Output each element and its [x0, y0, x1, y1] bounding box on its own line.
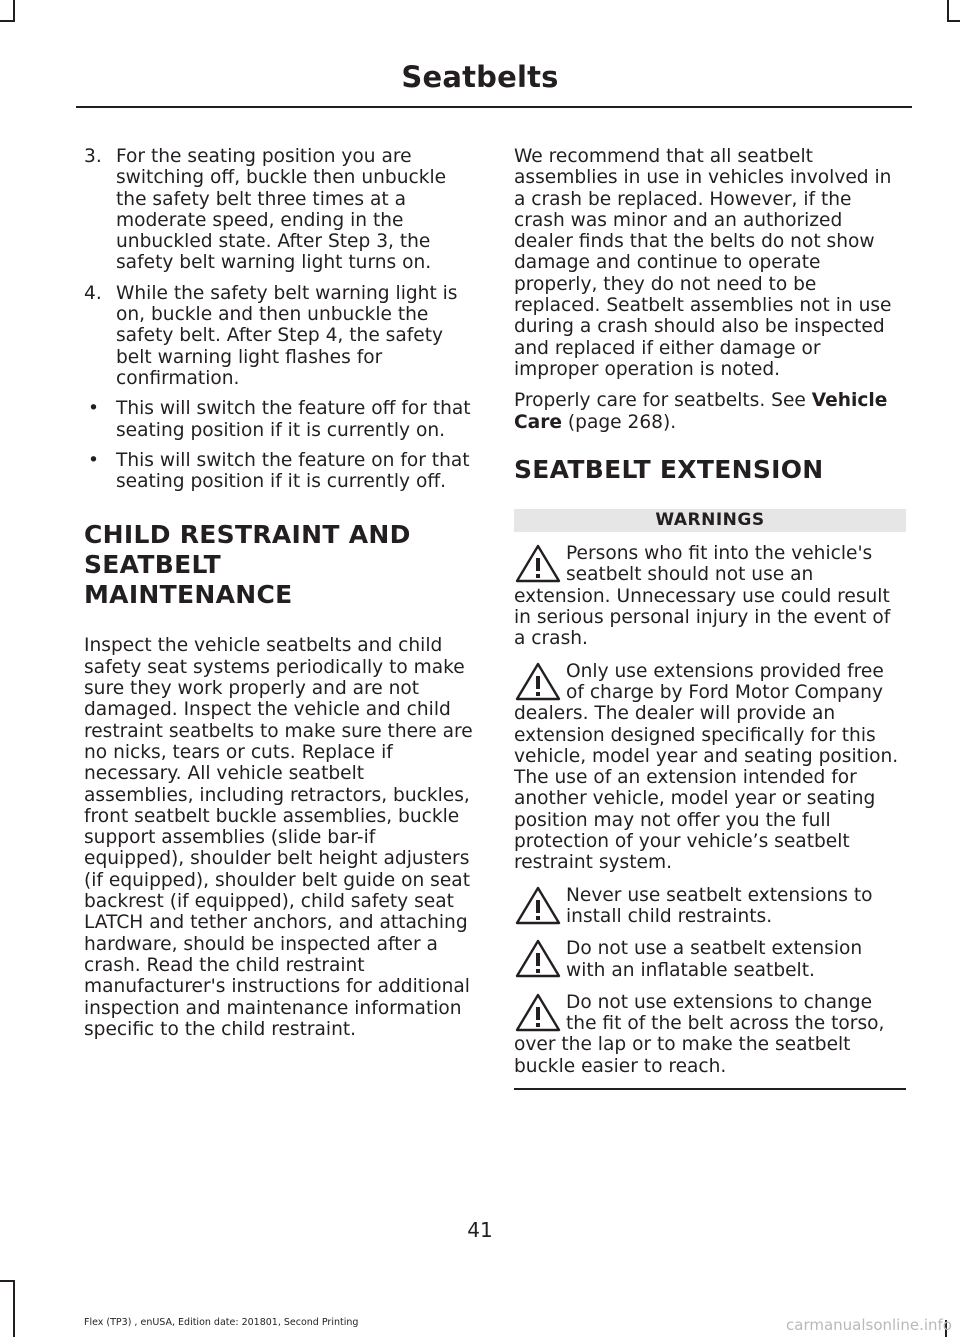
warning-item — [514, 938, 906, 981]
step-number: 4. — [84, 282, 102, 304]
crop-mark — [0, 1280, 15, 1282]
warning-item — [514, 543, 906, 649]
page-number: 41 — [467, 1218, 493, 1242]
crop-mark — [949, 20, 960, 22]
warning-text: Never use seatbelt extensions to install child restraints. — [566, 884, 873, 927]
body-paragraph: We recommend that all seatbelt assemblies in use in vehicles involved in a crash be replaced. However, if the crash was minor and an authorized dealer finds that the belts do not show damage and continue to operate properly, they do not need to be replaced. Seatbelt assemblies not in use during a crash should also be inspected and replaced if either damage or improper operation is noted. — [514, 146, 892, 380]
warning-text: Only use extensions provided free of charge by Ford Motor Company dealers. The dealer will provide an extension designed specifically for this vehicle, model year and seating position. The use of an extension intended for another vehicle, model year or seating position may not offer you the full protection of your vehicle’s seatbelt restraint system. — [514, 660, 899, 874]
left-column — [84, 146, 476, 1050]
warning-item — [514, 661, 906, 874]
crop-mark — [13, 0, 15, 22]
step-text: For the seating position you are switching off, buckle then unbuckle the safety belt three times at a moderate speed, ending in the unbuckled state. After Step 3, the safety belt warning light turns on. — [116, 146, 447, 274]
care-suffix: (page 268). — [561, 411, 677, 433]
care-prefix: Properly care for seatbelts. See — [514, 390, 812, 412]
crop-mark — [13, 1280, 15, 1337]
warning-text: Do not use extensions to change the fit of the belt across the torso, over the lap or to make the seatbelt buckle easier to reach. — [514, 991, 885, 1077]
warning-triangle-icon — [514, 938, 562, 978]
step-number: 3. — [84, 146, 102, 167]
care-reference — [514, 390, 906, 433]
step-item — [84, 283, 476, 389]
crop-mark — [947, 0, 949, 22]
warning-item — [514, 885, 906, 928]
warnings-end-rule — [514, 1088, 906, 1090]
warnings-header: WARNINGS — [514, 509, 906, 532]
crop-mark — [0, 20, 13, 22]
bullet-mark: • — [88, 449, 99, 471]
page-title: Seatbelts — [401, 60, 559, 94]
bullet-item — [84, 398, 476, 441]
bullet-item — [84, 450, 476, 493]
warning-text: Do not use a seatbelt extension with an inflatable seatbelt. — [566, 938, 863, 981]
step-item — [84, 146, 476, 274]
vehicle-care-link[interactable]: Vehicle Care — [514, 390, 888, 433]
body-paragraph: Inspect the vehicle seatbelts and child safety seat systems periodically to make sure they work properly and are not damaged. Inspect the vehicle and child restraint seatbelts to make sure there are no nicks, tears or cuts. Replace if necessary. All vehicle seatbelt assemblies, including retractors, buckles, front seatbelt buckle assemblies, buckle support assemblies (slide bar-if equipped), shoulder belt height adjusters (if equipped), shoulder belt guide on seat backrest (if equipped), child safety seat LATCH and tether anchors, and attaching hardware, should be inspected after a crash. Read the child restraint manufacturer's instructions for additional inspection and maintenance information specific to the child restraint. — [84, 635, 473, 1040]
header-rule — [76, 106, 912, 108]
watermark: carmanualsonline.info — [786, 1316, 952, 1334]
warning-item — [514, 992, 906, 1077]
warning-text: Persons who fit into the vehicle's seatbelt should not use an extension. Unnecessary use could result in serious personal injury in the event of a crash. — [514, 543, 891, 650]
warning-triangle-icon — [514, 992, 562, 1032]
warning-triangle-icon — [514, 543, 562, 583]
step-text: While the safety belt warning light is on, buckle and then unbuckle the safety belt. After Step 4, the safety belt warning light flashes for confirmation. — [116, 282, 458, 389]
section-heading: CHILD RESTRAINT AND SEATBELT MAINTENANCE — [84, 520, 411, 610]
bullet-text: This will switch the feature on for that seating position if it is currently off. — [116, 449, 470, 493]
footer-edition: Flex (TP3) , enUSA, Edition date: 201801, Second Printing — [84, 1317, 359, 1328]
bullet-text: This will switch the feature off for that seating position if it is currently on. — [116, 398, 471, 441]
warning-triangle-icon — [514, 661, 562, 701]
warning-triangle-icon — [514, 885, 562, 925]
right-column — [514, 146, 906, 1090]
section-heading: SEATBELT EXTENSION — [514, 454, 824, 484]
bullet-mark: • — [88, 398, 99, 420]
